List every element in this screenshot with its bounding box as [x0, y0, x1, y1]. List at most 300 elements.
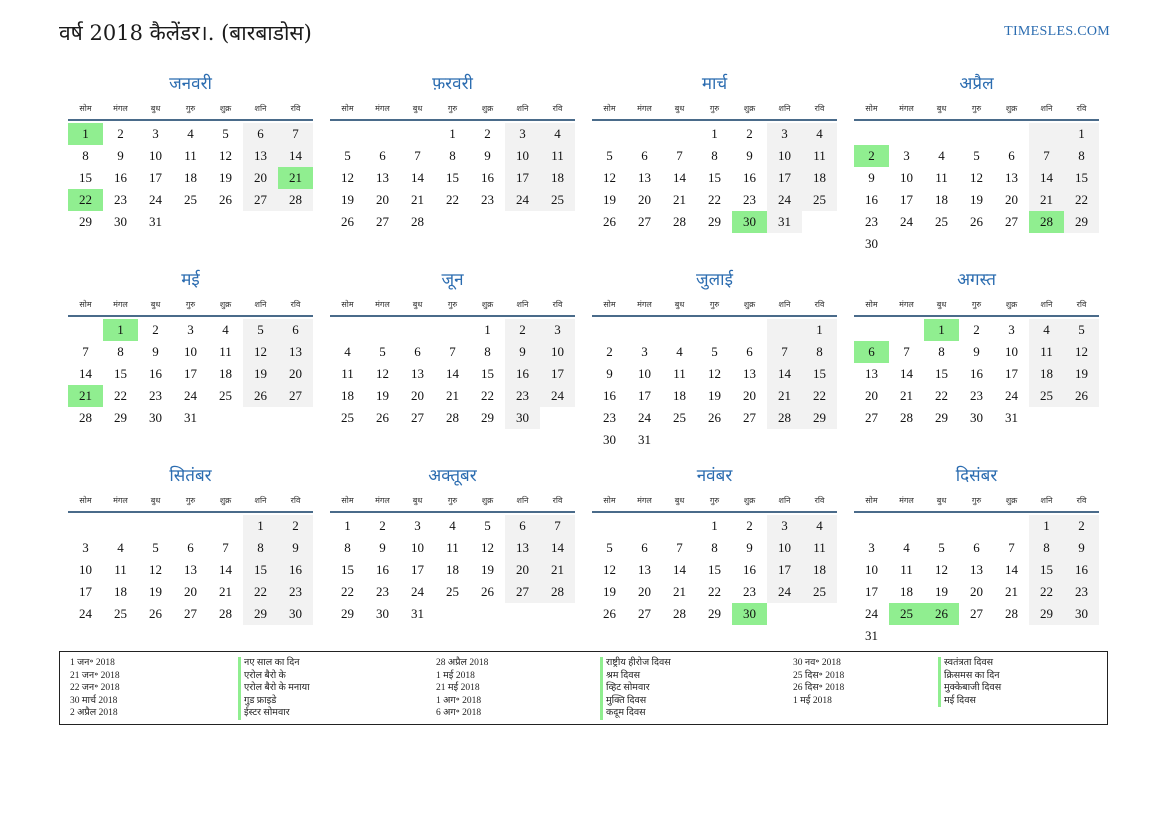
day-cell[interactable]: 31 [767, 211, 802, 233]
day-cell[interactable]: 3 [187, 322, 194, 337]
day-cell[interactable]: 26 [341, 214, 354, 229]
day-cell[interactable]: 12 [149, 562, 162, 577]
day-cell[interactable]: 23 [865, 214, 878, 229]
day-cell[interactable]: 13 [865, 366, 878, 381]
day-cell[interactable]: 19 [970, 192, 983, 207]
day-cell[interactable]: 9 [746, 148, 753, 163]
day-cell[interactable]: 16 [376, 562, 389, 577]
day-cell[interactable]: 26 [708, 410, 721, 425]
day-cell[interactable]: 4 [540, 123, 575, 145]
day-cell[interactable]: 14 [79, 366, 92, 381]
day-cell[interactable]: 11 [802, 145, 837, 167]
day-cell[interactable]: 13 [970, 562, 983, 577]
day-cell[interactable]: 13 [411, 366, 424, 381]
day-cell[interactable]: 12 [603, 170, 616, 185]
day-cell[interactable]: 2 [278, 515, 313, 537]
day-cell[interactable]: 21 [900, 388, 913, 403]
day-cell[interactable]: 7 [903, 344, 910, 359]
day-cell[interactable]: 11 [114, 562, 127, 577]
day-cell[interactable]: 20 [376, 192, 389, 207]
day-cell[interactable]: 28 [278, 189, 313, 211]
day-cell[interactable]: 15 [1064, 167, 1099, 189]
holiday-day-cell[interactable]: 26 [924, 603, 959, 625]
day-cell[interactable]: 12 [1064, 341, 1099, 363]
day-cell[interactable]: 3 [505, 123, 540, 145]
holiday-day-cell[interactable]: 6 [854, 341, 889, 363]
day-cell[interactable]: 16 [603, 388, 616, 403]
day-cell[interactable]: 27 [865, 410, 878, 425]
day-cell[interactable]: 11 [900, 562, 913, 577]
day-cell[interactable]: 18 [673, 388, 686, 403]
day-cell[interactable]: 23 [743, 584, 756, 599]
day-cell[interactable]: 18 [446, 562, 459, 577]
day-cell[interactable]: 5 [711, 344, 718, 359]
day-cell[interactable]: 28 [540, 581, 575, 603]
day-cell[interactable]: 12 [970, 170, 983, 185]
day-cell[interactable]: 10 [505, 145, 540, 167]
day-cell[interactable]: 9 [152, 344, 159, 359]
day-cell[interactable]: 21 [1029, 189, 1064, 211]
day-cell[interactable]: 31 [149, 214, 162, 229]
day-cell[interactable]: 8 [243, 537, 278, 559]
day-cell[interactable]: 7 [1008, 540, 1015, 555]
day-cell[interactable]: 25 [540, 189, 575, 211]
day-cell[interactable]: 22 [446, 192, 459, 207]
day-cell[interactable]: 2 [746, 518, 753, 533]
day-cell[interactable]: 21 [767, 385, 802, 407]
day-cell[interactable]: 6 [641, 540, 648, 555]
day-cell[interactable]: 16 [481, 170, 494, 185]
day-cell[interactable]: 25 [802, 189, 837, 211]
day-cell[interactable]: 17 [184, 366, 197, 381]
day-cell[interactable]: 22 [708, 192, 721, 207]
day-cell[interactable]: 22 [114, 388, 127, 403]
day-cell[interactable]: 14 [673, 170, 686, 185]
day-cell[interactable]: 8 [1029, 537, 1064, 559]
day-cell[interactable]: 9 [973, 344, 980, 359]
day-cell[interactable]: 17 [1005, 366, 1018, 381]
day-cell[interactable]: 25 [673, 410, 686, 425]
day-cell[interactable]: 10 [865, 562, 878, 577]
day-cell[interactable]: 25 [935, 214, 948, 229]
day-cell[interactable]: 14 [540, 537, 575, 559]
day-cell[interactable]: 11 [673, 366, 686, 381]
day-cell[interactable]: 5 [152, 540, 159, 555]
day-cell[interactable]: 17 [767, 167, 802, 189]
day-cell[interactable]: 24 [79, 606, 92, 621]
day-cell[interactable]: 12 [243, 341, 278, 363]
day-cell[interactable]: 5 [606, 148, 613, 163]
day-cell[interactable]: 18 [184, 170, 197, 185]
day-cell[interactable]: 22 [341, 584, 354, 599]
day-cell[interactable]: 11 [1029, 341, 1064, 363]
day-cell[interactable]: 12 [341, 170, 354, 185]
holiday-day-cell[interactable]: 21 [68, 385, 103, 407]
day-cell[interactable]: 29 [114, 410, 127, 425]
day-cell[interactable]: 19 [376, 388, 389, 403]
day-cell[interactable]: 5 [606, 540, 613, 555]
day-cell[interactable]: 9 [505, 341, 540, 363]
day-cell[interactable]: 22 [935, 388, 948, 403]
day-cell[interactable]: 17 [900, 192, 913, 207]
day-cell[interactable]: 2 [1064, 515, 1099, 537]
day-cell[interactable]: 20 [865, 388, 878, 403]
day-cell[interactable]: 3 [1008, 322, 1015, 337]
day-cell[interactable]: 14 [767, 363, 802, 385]
day-cell[interactable]: 8 [711, 540, 718, 555]
day-cell[interactable]: 21 [673, 192, 686, 207]
day-cell[interactable]: 4 [222, 322, 229, 337]
day-cell[interactable]: 17 [505, 167, 540, 189]
day-cell[interactable]: 13 [376, 170, 389, 185]
day-cell[interactable]: 23 [743, 192, 756, 207]
day-cell[interactable]: 6 [505, 515, 540, 537]
day-cell[interactable]: 19 [1064, 363, 1099, 385]
day-cell[interactable]: 16 [505, 363, 540, 385]
day-cell[interactable]: 7 [767, 341, 802, 363]
day-cell[interactable]: 7 [278, 123, 313, 145]
day-cell[interactable]: 20 [743, 388, 756, 403]
day-cell[interactable]: 23 [970, 388, 983, 403]
day-cell[interactable]: 23 [1064, 581, 1099, 603]
day-cell[interactable]: 5 [222, 126, 229, 141]
day-cell[interactable]: 26 [1064, 385, 1099, 407]
day-cell[interactable]: 17 [540, 363, 575, 385]
day-cell[interactable]: 28 [767, 407, 802, 429]
day-cell[interactable]: 11 [184, 148, 197, 163]
day-cell[interactable]: 13 [743, 366, 756, 381]
day-cell[interactable]: 4 [676, 344, 683, 359]
day-cell[interactable]: 13 [638, 562, 651, 577]
day-cell[interactable]: 16 [743, 170, 756, 185]
day-cell[interactable]: 30 [970, 410, 983, 425]
day-cell[interactable]: 28 [900, 410, 913, 425]
day-cell[interactable]: 27 [184, 606, 197, 621]
day-cell[interactable]: 7 [449, 344, 456, 359]
day-cell[interactable]: 20 [638, 584, 651, 599]
holiday-day-cell[interactable]: 25 [889, 603, 924, 625]
day-cell[interactable]: 30 [505, 407, 540, 429]
day-cell[interactable]: 5 [973, 148, 980, 163]
day-cell[interactable]: 11 [802, 537, 837, 559]
day-cell[interactable]: 28 [1005, 606, 1018, 621]
day-cell[interactable]: 21 [1005, 584, 1018, 599]
day-cell[interactable]: 5 [484, 518, 491, 533]
day-cell[interactable]: 22 [802, 385, 837, 407]
day-cell[interactable]: 24 [411, 584, 424, 599]
day-cell[interactable]: 1 [484, 322, 491, 337]
day-cell[interactable]: 4 [449, 518, 456, 533]
day-cell[interactable]: 12 [935, 562, 948, 577]
day-cell[interactable]: 17 [149, 170, 162, 185]
day-cell[interactable]: 2 [117, 126, 124, 141]
day-cell[interactable]: 7 [676, 148, 683, 163]
day-cell[interactable]: 13 [505, 537, 540, 559]
day-cell[interactable]: 18 [1029, 363, 1064, 385]
day-cell[interactable]: 26 [243, 385, 278, 407]
day-cell[interactable]: 25 [184, 192, 197, 207]
day-cell[interactable]: 18 [540, 167, 575, 189]
day-cell[interactable]: 1 [1064, 123, 1099, 145]
day-cell[interactable]: 29 [708, 606, 721, 621]
day-cell[interactable]: 1 [711, 126, 718, 141]
day-cell[interactable]: 18 [900, 584, 913, 599]
day-cell[interactable]: 4 [1029, 319, 1064, 341]
day-cell[interactable]: 10 [411, 540, 424, 555]
day-cell[interactable]: 17 [411, 562, 424, 577]
day-cell[interactable]: 12 [481, 540, 494, 555]
day-cell[interactable]: 6 [243, 123, 278, 145]
day-cell[interactable]: 28 [219, 606, 232, 621]
day-cell[interactable]: 19 [708, 388, 721, 403]
day-cell[interactable]: 18 [802, 167, 837, 189]
day-cell[interactable]: 10 [540, 341, 575, 363]
day-cell[interactable]: 5 [243, 319, 278, 341]
day-cell[interactable]: 31 [638, 432, 651, 447]
day-cell[interactable]: 4 [187, 126, 194, 141]
day-cell[interactable]: 31 [865, 628, 878, 643]
day-cell[interactable]: 6 [414, 344, 421, 359]
day-cell[interactable]: 19 [341, 192, 354, 207]
holiday-day-cell[interactable]: 1 [103, 319, 138, 341]
day-cell[interactable]: 4 [802, 123, 837, 145]
day-cell[interactable]: 23 [505, 385, 540, 407]
day-cell[interactable]: 28 [673, 606, 686, 621]
day-cell[interactable]: 3 [903, 148, 910, 163]
day-cell[interactable]: 1 [802, 319, 837, 341]
day-cell[interactable]: 13 [1005, 170, 1018, 185]
day-cell[interactable]: 10 [767, 145, 802, 167]
day-cell[interactable]: 1 [344, 518, 351, 533]
day-cell[interactable]: 19 [481, 562, 494, 577]
day-cell[interactable]: 6 [187, 540, 194, 555]
day-cell[interactable]: 17 [865, 584, 878, 599]
day-cell[interactable]: 29 [79, 214, 92, 229]
day-cell[interactable]: 18 [114, 584, 127, 599]
day-cell[interactable]: 16 [1064, 559, 1099, 581]
day-cell[interactable]: 20 [505, 559, 540, 581]
day-cell[interactable]: 3 [868, 540, 875, 555]
day-cell[interactable]: 15 [243, 559, 278, 581]
day-cell[interactable]: 14 [673, 562, 686, 577]
day-cell[interactable]: 25 [219, 388, 232, 403]
day-cell[interactable]: 27 [505, 581, 540, 603]
day-cell[interactable]: 18 [935, 192, 948, 207]
day-cell[interactable]: 14 [1005, 562, 1018, 577]
holiday-day-cell[interactable]: 30 [732, 603, 767, 625]
day-cell[interactable]: 3 [540, 319, 575, 341]
day-cell[interactable]: 8 [117, 344, 124, 359]
day-cell[interactable]: 30 [1064, 603, 1099, 625]
day-cell[interactable]: 14 [278, 145, 313, 167]
day-cell[interactable]: 13 [638, 170, 651, 185]
day-cell[interactable]: 2 [379, 518, 386, 533]
day-cell[interactable]: 14 [1029, 167, 1064, 189]
day-cell[interactable]: 11 [446, 540, 459, 555]
day-cell[interactable]: 31 [184, 410, 197, 425]
day-cell[interactable]: 10 [79, 562, 92, 577]
day-cell[interactable]: 27 [1005, 214, 1018, 229]
day-cell[interactable]: 8 [449, 148, 456, 163]
day-cell[interactable]: 11 [540, 145, 575, 167]
day-cell[interactable]: 23 [149, 388, 162, 403]
day-cell[interactable]: 22 [481, 388, 494, 403]
day-cell[interactable]: 25 [1029, 385, 1064, 407]
day-cell[interactable]: 26 [603, 606, 616, 621]
day-cell[interactable]: 20 [1005, 192, 1018, 207]
day-cell[interactable]: 2 [746, 126, 753, 141]
day-cell[interactable]: 12 [603, 562, 616, 577]
holiday-day-cell[interactable]: 1 [68, 123, 103, 145]
day-cell[interactable]: 30 [865, 236, 878, 251]
day-cell[interactable]: 11 [341, 366, 354, 381]
day-cell[interactable]: 14 [446, 366, 459, 381]
day-cell[interactable]: 15 [481, 366, 494, 381]
day-cell[interactable]: 14 [411, 170, 424, 185]
day-cell[interactable]: 24 [149, 192, 162, 207]
day-cell[interactable]: 7 [222, 540, 229, 555]
day-cell[interactable]: 20 [184, 584, 197, 599]
day-cell[interactable]: 25 [114, 606, 127, 621]
day-cell[interactable]: 26 [481, 584, 494, 599]
day-cell[interactable]: 24 [767, 581, 802, 603]
day-cell[interactable]: 27 [638, 214, 651, 229]
day-cell[interactable]: 28 [446, 410, 459, 425]
day-cell[interactable]: 19 [603, 584, 616, 599]
day-cell[interactable]: 26 [603, 214, 616, 229]
day-cell[interactable]: 27 [970, 606, 983, 621]
day-cell[interactable]: 9 [379, 540, 386, 555]
day-cell[interactable]: 24 [865, 606, 878, 621]
day-cell[interactable]: 3 [641, 344, 648, 359]
day-cell[interactable]: 24 [900, 214, 913, 229]
day-cell[interactable]: 10 [149, 148, 162, 163]
day-cell[interactable]: 27 [411, 410, 424, 425]
day-cell[interactable]: 8 [711, 148, 718, 163]
day-cell[interactable]: 10 [900, 170, 913, 185]
day-cell[interactable]: 6 [1008, 148, 1015, 163]
day-cell[interactable]: 8 [344, 540, 351, 555]
day-cell[interactable]: 6 [746, 344, 753, 359]
day-cell[interactable]: 30 [603, 432, 616, 447]
day-cell[interactable]: 17 [767, 559, 802, 581]
day-cell[interactable]: 23 [114, 192, 127, 207]
day-cell[interactable]: 20 [970, 584, 983, 599]
day-cell[interactable]: 6 [379, 148, 386, 163]
day-cell[interactable]: 25 [341, 410, 354, 425]
day-cell[interactable]: 22 [243, 581, 278, 603]
day-cell[interactable]: 9 [484, 148, 491, 163]
day-cell[interactable]: 1 [1029, 515, 1064, 537]
day-cell[interactable]: 23 [603, 410, 616, 425]
day-cell[interactable]: 17 [638, 388, 651, 403]
day-cell[interactable]: 21 [446, 388, 459, 403]
day-cell[interactable]: 4 [938, 148, 945, 163]
day-cell[interactable]: 27 [278, 385, 313, 407]
day-cell[interactable]: 15 [79, 170, 92, 185]
day-cell[interactable]: 31 [1005, 410, 1018, 425]
day-cell[interactable]: 13 [278, 341, 313, 363]
day-cell[interactable]: 5 [344, 148, 351, 163]
day-cell[interactable]: 15 [446, 170, 459, 185]
day-cell[interactable]: 24 [184, 388, 197, 403]
day-cell[interactable]: 5 [938, 540, 945, 555]
day-cell[interactable]: 4 [802, 515, 837, 537]
day-cell[interactable]: 15 [802, 363, 837, 385]
day-cell[interactable]: 7 [1029, 145, 1064, 167]
day-cell[interactable]: 2 [484, 126, 491, 141]
day-cell[interactable]: 3 [767, 515, 802, 537]
day-cell[interactable]: 29 [935, 410, 948, 425]
holiday-day-cell[interactable]: 2 [854, 145, 889, 167]
day-cell[interactable]: 20 [638, 192, 651, 207]
day-cell[interactable]: 12 [219, 148, 232, 163]
day-cell[interactable]: 10 [1005, 344, 1018, 359]
day-cell[interactable]: 21 [411, 192, 424, 207]
day-cell[interactable]: 9 [606, 366, 613, 381]
day-cell[interactable]: 13 [243, 145, 278, 167]
day-cell[interactable]: 27 [243, 189, 278, 211]
day-cell[interactable]: 29 [243, 603, 278, 625]
day-cell[interactable]: 11 [219, 344, 232, 359]
day-cell[interactable]: 16 [114, 170, 127, 185]
day-cell[interactable]: 29 [1064, 211, 1099, 233]
day-cell[interactable]: 12 [708, 366, 721, 381]
day-cell[interactable]: 15 [935, 366, 948, 381]
day-cell[interactable]: 9 [278, 537, 313, 559]
day-cell[interactable]: 23 [481, 192, 494, 207]
day-cell[interactable]: 9 [868, 170, 875, 185]
day-cell[interactable]: 20 [278, 363, 313, 385]
day-cell[interactable]: 28 [411, 214, 424, 229]
day-cell[interactable]: 30 [278, 603, 313, 625]
day-cell[interactable]: 16 [970, 366, 983, 381]
day-cell[interactable]: 11 [935, 170, 948, 185]
day-cell[interactable]: 21 [540, 559, 575, 581]
day-cell[interactable]: 3 [152, 126, 159, 141]
holiday-day-cell[interactable]: 28 [1029, 211, 1064, 233]
day-cell[interactable]: 29 [481, 410, 494, 425]
day-cell[interactable]: 4 [903, 540, 910, 555]
day-cell[interactable]: 29 [341, 606, 354, 621]
site-link[interactable]: TIMESLES.COM [1004, 24, 1110, 39]
day-cell[interactable]: 4 [117, 540, 124, 555]
day-cell[interactable]: 13 [184, 562, 197, 577]
day-cell[interactable]: 27 [743, 410, 756, 425]
day-cell[interactable]: 27 [376, 214, 389, 229]
day-cell[interactable]: 28 [673, 214, 686, 229]
day-cell[interactable]: 4 [344, 344, 351, 359]
day-cell[interactable]: 3 [414, 518, 421, 533]
day-cell[interactable]: 15 [341, 562, 354, 577]
day-cell[interactable]: 10 [767, 537, 802, 559]
day-cell[interactable]: 8 [938, 344, 945, 359]
day-cell[interactable]: 18 [219, 366, 232, 381]
day-cell[interactable]: 16 [743, 562, 756, 577]
day-cell[interactable]: 5 [379, 344, 386, 359]
day-cell[interactable]: 21 [673, 584, 686, 599]
day-cell[interactable]: 20 [411, 388, 424, 403]
day-cell[interactable]: 15 [708, 562, 721, 577]
day-cell[interactable]: 22 [1064, 189, 1099, 211]
day-cell[interactable]: 7 [414, 148, 421, 163]
day-cell[interactable]: 30 [114, 214, 127, 229]
day-cell[interactable]: 26 [970, 214, 983, 229]
day-cell[interactable]: 29 [1029, 603, 1064, 625]
day-cell[interactable]: 2 [973, 322, 980, 337]
day-cell[interactable]: 9 [1064, 537, 1099, 559]
day-cell[interactable]: 14 [900, 366, 913, 381]
